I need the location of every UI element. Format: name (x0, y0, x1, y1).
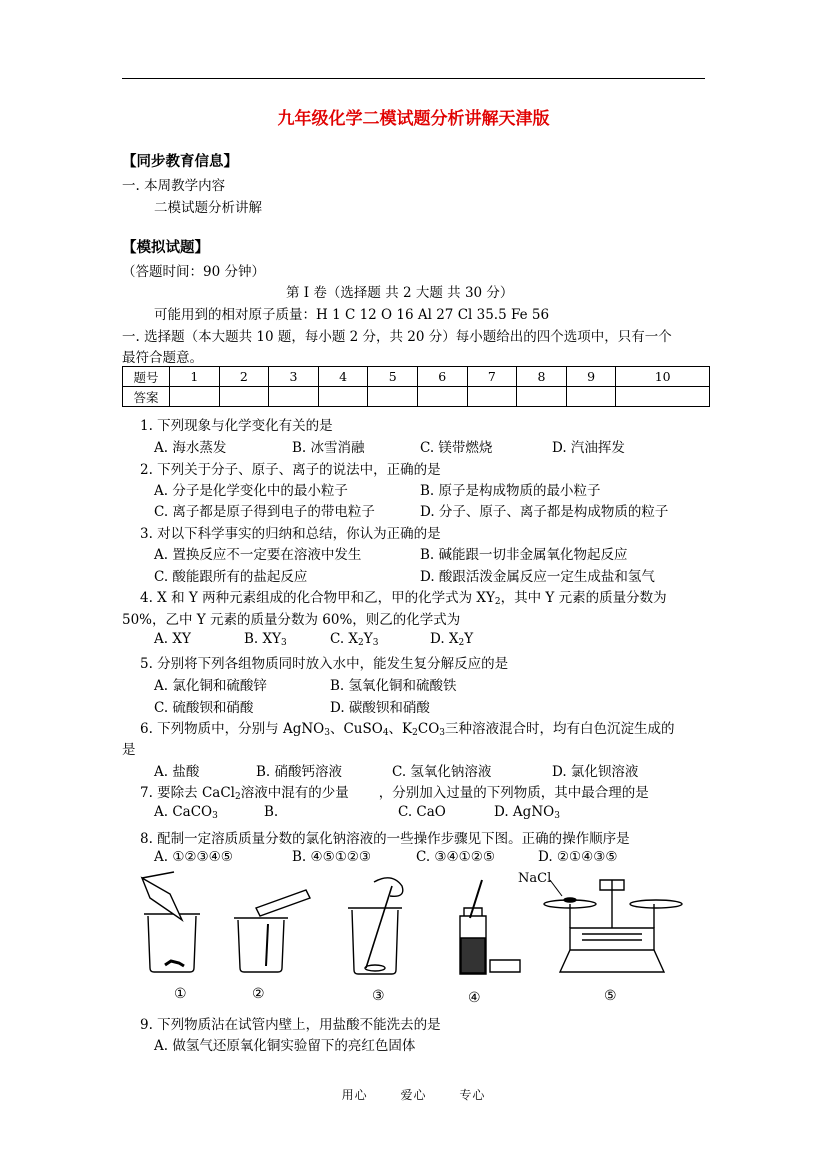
q8-option-a: A. ①②③④⑤ (154, 849, 233, 865)
question-5: 5. 分别将下列各组物质同时放入水中，能发生复分解反应的是 (140, 656, 509, 672)
question-9: 9. 下列物质沾在试管内壁上，用盐酸不能洗去的是 (140, 1017, 441, 1033)
footer-text-2: 爱心 (400, 1088, 427, 1102)
section1-line2: 最符合题意。 (122, 350, 203, 366)
table-cell: 5 (368, 367, 418, 387)
q1-option-b: B. 冰雪消融 (292, 440, 365, 456)
question-1: 1. 下列现象与化学变化有关的是 (140, 418, 333, 434)
answer-cell[interactable] (467, 387, 517, 407)
answer-time: （答题时间：90 分钟） (122, 264, 265, 280)
q3-option-d: D. 酸跟活泼金属反应一定生成盐和氢气 (420, 569, 655, 585)
footer-text-3: 专心 (459, 1088, 486, 1102)
answer-cell[interactable] (368, 387, 418, 407)
table-cell: 3 (269, 367, 319, 387)
q3-option-c: C. 酸能跟所有的盐起反应 (154, 569, 308, 585)
q8-option-d: D. ②①④③⑤ (538, 849, 618, 865)
q5-option-b: B. 氢氧化铜和硫酸铁 (330, 678, 457, 694)
question-6-line2: 是 (122, 742, 136, 758)
sync-info-heading: 【同步教育信息】 (122, 153, 238, 170)
answer-cell[interactable] (170, 387, 220, 407)
q7-option-b: B. (264, 804, 279, 820)
lab-procedure-figure (130, 868, 690, 1008)
header-rule (122, 78, 705, 79)
q1-option-c: C. 镁带燃烧 (420, 440, 493, 456)
answer-cell[interactable] (318, 387, 368, 407)
table-cell: 9 (566, 367, 616, 387)
answer-cell[interactable] (269, 387, 319, 407)
nacl-label: NaCl (518, 871, 552, 886)
q6-option-d: D. 氯化钡溶液 (552, 764, 639, 780)
question-4-line2: 50%，乙中 Y 元素的质量分数为 60%，则乙的化学式为 (122, 612, 461, 628)
table-cell: 6 (417, 367, 467, 387)
table-cell: 题号 (123, 367, 170, 387)
q1-option-a: A. 海水蒸发 (154, 440, 227, 456)
table-cell: 10 (616, 367, 710, 387)
q7-option-a: A. CaCO$_3$ (154, 804, 218, 821)
q8-option-b: B. ④⑤①②③ (292, 849, 372, 865)
q2-option-b: B. 原子是构成物质的最小粒子 (420, 483, 601, 499)
part1-title: 第 I 卷（选择题 共 2 大题 共 30 分） (286, 285, 514, 301)
beaker-stir-icon (348, 878, 403, 974)
q6-option-b: B. 硝酸钙溶液 (256, 764, 343, 780)
table-cell: 1 (170, 367, 220, 387)
question-3: 3. 对以下科学事实的归纳和总结，你认为正确的是 (140, 526, 441, 542)
table-row (123, 387, 710, 407)
page-footer (0, 1086, 827, 1103)
q6-option-a: A. 盐酸 (154, 764, 200, 780)
answer-cell[interactable] (417, 387, 467, 407)
table-cell: 8 (517, 367, 567, 387)
figure-label-1: ① (174, 986, 187, 1002)
q6-option-c: C. 氢氧化钠溶液 (392, 764, 492, 780)
answer-table (122, 366, 710, 407)
sync-info-item: 一. 本周教学内容 (122, 178, 226, 194)
q3-option-a: A. 置换反应不一定要在溶液中发生 (154, 547, 362, 563)
question-2: 2. 下列关于分子、原子、离子的说法中，正确的是 (140, 462, 441, 478)
section1-line1: 一. 选择题（本大题共 10 题，每小题 2 分，共 20 分）每小题给出的四个选项中，只有一个 (122, 329, 672, 345)
atomic-mass: 可能用到的相对原子质量：H 1 C 12 O 16 Al 27 Cl 35.5 Fe 56 (154, 307, 550, 323)
q7-option-c: C. CaO (398, 804, 446, 820)
answer-cell[interactable] (517, 387, 567, 407)
document-title: 九年级化学二模试题分析讲解天津版 (277, 109, 550, 129)
figure-label-5: ⑤ (604, 988, 617, 1004)
q2-option-d: D. 分子、原子、离子都是构成物质的粒子 (420, 504, 669, 520)
q2-option-c: C. 离子都是原子得到电子的带电粒子 (154, 504, 375, 520)
table-cell: 2 (219, 367, 269, 387)
question-4-line1: 4. X 和 Y 两种元素组成的化合物甲和乙，甲的化学式为 $XY_2$，其中 Y 元素的质量分数为 (140, 590, 667, 607)
footer-text-1: 用心 (341, 1088, 368, 1102)
sync-info-content: 二模试题分析讲解 (154, 200, 262, 216)
q3-option-b: B. 碱能跟一切非金属氧化物起反应 (420, 547, 628, 563)
table-cell: 答案 (123, 387, 170, 407)
q4-option-a: A. XY (154, 631, 191, 647)
q5-option-a: A. 氯化铜和硫酸锌 (154, 678, 267, 694)
answer-cell[interactable] (616, 387, 710, 407)
reagent-bottle-icon (460, 880, 520, 974)
figure-label-2: ② (252, 986, 265, 1002)
q7-option-d: D. AgNO$_3$ (494, 804, 560, 821)
question-7: 7. 要除去 CaCl$_2$溶液中混有的少量 ，分别加入过量的下列物质，其中最合理的是 (140, 785, 649, 802)
beaker-tube-icon (234, 890, 310, 972)
figure-label-3: ③ (372, 988, 385, 1004)
q2-option-a: A. 分子是化学变化中的最小粒子 (154, 483, 348, 499)
question-8: 8. 配制一定溶质质量分数的氯化钠溶液的一些操作步骤见下图。正确的操作顺序是 (140, 831, 630, 847)
q8-option-c: C. ③④①②⑤ (416, 849, 495, 865)
beaker-pour-icon (142, 872, 200, 972)
table-row (123, 367, 710, 387)
q4-option-b: B. $XY_3$ (244, 631, 287, 648)
table-cell: 4 (318, 367, 368, 387)
mock-heading: 【模拟试题】 (122, 239, 209, 256)
figure-label-4: ④ (468, 990, 481, 1006)
table-cell: 7 (467, 367, 517, 387)
balance-scale-icon (544, 880, 682, 972)
answer-cell[interactable] (566, 387, 616, 407)
q5-option-c: C. 硫酸钡和硝酸 (154, 700, 254, 716)
q1-option-d: D. 汽油挥发 (552, 440, 625, 456)
q5-option-d: D. 碳酸钡和硝酸 (330, 700, 430, 716)
q4-option-c: C. $X_2Y_3$ (330, 631, 379, 648)
q9-option-a: A. 做氢气还原氧化铜实验留下的亮红色固体 (154, 1038, 416, 1054)
q4-option-d: D. $X_2Y$ (430, 631, 474, 648)
answer-cell[interactable] (219, 387, 269, 407)
question-6-line1: 6. 下列物质中，分别与 AgNO$_3$、CuSO$_4$、$K_2CO_3$三种溶液混合时，均有白色沉淀生成的 (140, 721, 675, 738)
